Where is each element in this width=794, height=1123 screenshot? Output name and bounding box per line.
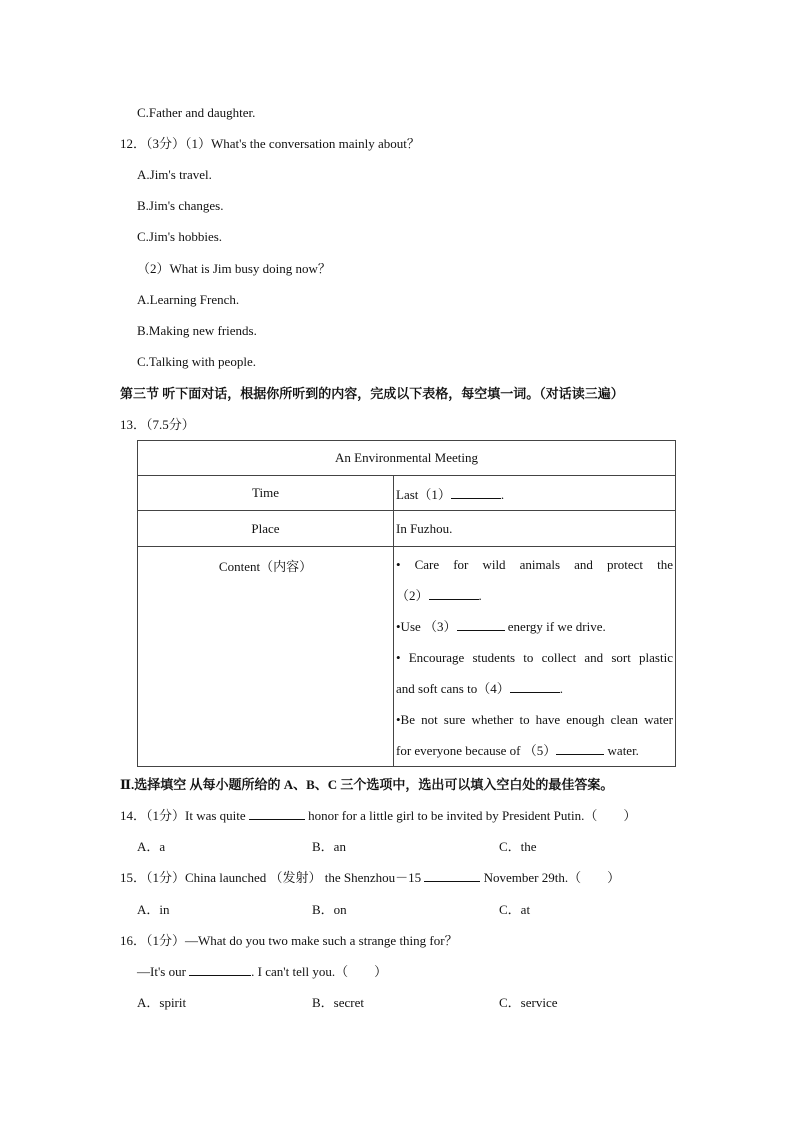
q12-part2-question: （2）What is Jim busy doing now？ <box>137 261 331 276</box>
q15-option-c[interactable]: C．at <box>499 902 531 917</box>
q15-option-b[interactable]: B．on <box>312 902 347 917</box>
q16-option-a[interactable]: A．spirit <box>137 995 187 1010</box>
q12-header: 12．（3分）（1）What's the conversation mainly about？ <box>120 136 420 151</box>
q12-option-c: C.Jim's hobbies. <box>137 229 223 244</box>
content-item-4-line1: •Be not sure whether to have enough clean water <box>396 712 673 727</box>
q14-stem: 14．（1分）It was quite honor for a little girl to be invited by President Putin.（ ） <box>120 808 637 823</box>
environment-meeting-table <box>137 440 676 767</box>
q12-option-a: A.Jim's travel. <box>137 167 212 182</box>
blank-2[interactable] <box>429 588 479 600</box>
time-value: Last（1） . <box>394 476 676 511</box>
q12-part2-option-c: C.Talking with people. <box>137 354 256 369</box>
q14-blank[interactable] <box>249 808 305 820</box>
section3-title: 第三节 听下面对话，根据你所听到的内容，完成以下表格，每空填一词。（对话读三遍） <box>120 386 624 401</box>
q12-option-b: B.Jim's changes. <box>137 198 224 213</box>
content-item-3-line1: • Encourage students to collect and sort plastic <box>396 650 673 665</box>
content-item-1-line1: • Care for wild animals and protect the <box>396 557 673 572</box>
q16-option-b[interactable]: B．secret <box>312 995 364 1010</box>
q16-line2: —It's our . I can't tell you.（ ） <box>137 964 388 979</box>
q11-option-c: C.Father and daughter. <box>137 105 256 120</box>
q16-line1: 16．（1分）—What do you two make such a strange thing for？ <box>120 933 458 948</box>
q14-option-b[interactable]: B．an <box>312 839 346 854</box>
q16-option-c[interactable]: C．service <box>499 995 558 1010</box>
content-item-2: •Use （3） energy if we drive. <box>396 619 606 634</box>
q15-option-a[interactable]: A．in <box>137 902 170 917</box>
blank-3[interactable] <box>457 619 505 631</box>
content-item-1-line2: （2） . <box>396 588 482 603</box>
q13-header: 13．（7.5分） <box>120 417 195 432</box>
content-value <box>394 547 676 767</box>
q16-blank[interactable] <box>189 964 251 976</box>
q14-option-c[interactable]: C．the <box>499 839 537 854</box>
section2-title: Ⅱ.选择填空 从每小题所给的 A、B、C 三个选项中，选出可以填入空白处的最佳答案。 <box>120 777 614 792</box>
place-value: In Fuzhou. <box>394 511 676 547</box>
q12-part2-option-b: B.Making new friends. <box>137 323 257 338</box>
blank-4[interactable] <box>510 681 560 693</box>
q12-part2-option-a: A.Learning French. <box>137 292 240 307</box>
place-label: Place <box>138 511 394 547</box>
time-label: Time <box>138 476 394 511</box>
q15-blank[interactable] <box>424 870 480 882</box>
content-label: Content（内容） <box>138 547 394 767</box>
content-item-3-line2: and soft cans to（4） . <box>396 681 563 696</box>
q14-option-a[interactable]: A．a <box>137 839 166 854</box>
blank-1[interactable] <box>451 487 501 499</box>
q15-stem: 15．（1分）China launched （发射） the Shenzhou－15 November 29th.（ ） <box>120 870 621 885</box>
blank-5[interactable] <box>556 743 604 755</box>
table-title: An Environmental Meeting <box>138 441 676 476</box>
content-item-4-line2: for everyone because of （5） water. <box>396 743 639 758</box>
